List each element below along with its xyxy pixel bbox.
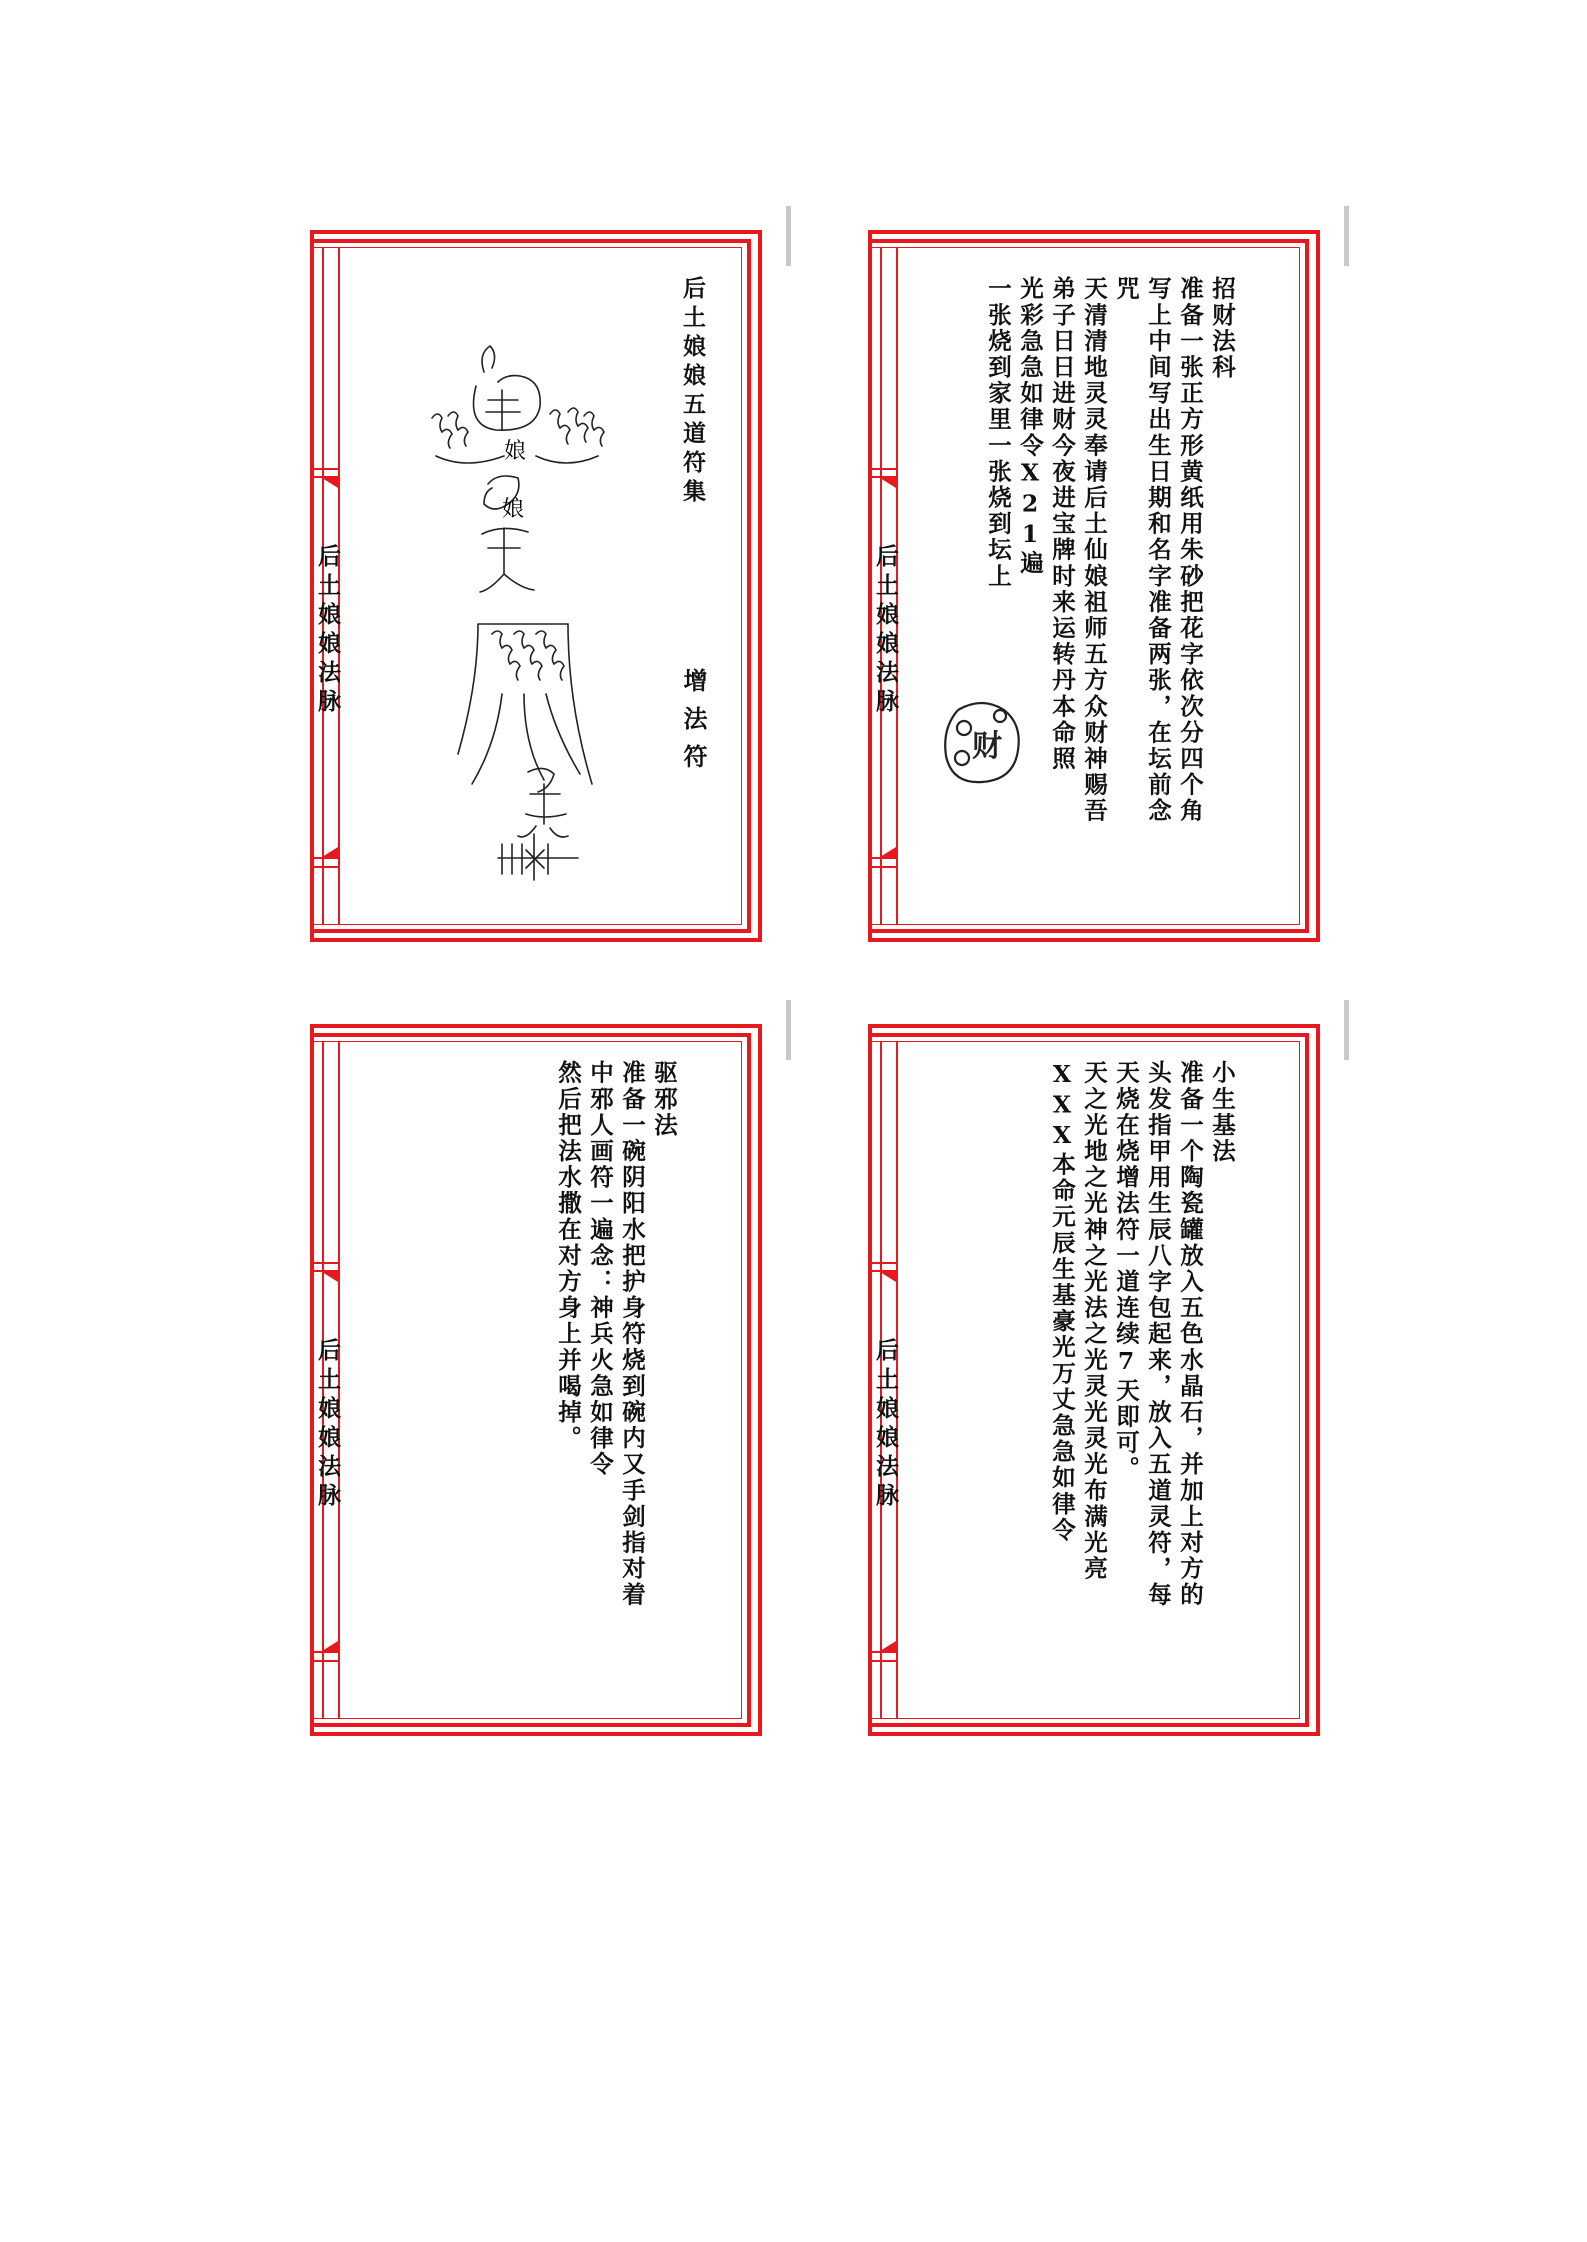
spine-title: 后土娘娘法脉 xyxy=(314,1338,341,1512)
text-block xyxy=(1046,1060,1238,1680)
spine-title: 后土娘娘法脉 xyxy=(314,544,341,718)
text-line: 写上中间写出生日期和名字准备两张，在坛前念 xyxy=(1144,276,1172,825)
text-line: 中邪人画符一遍念：神兵火急如律令 xyxy=(586,1060,614,1478)
text-line: 一张烧到家里一张烧到坛上 xyxy=(984,276,1012,590)
seal-char: 财 xyxy=(972,729,1002,764)
text-block xyxy=(982,276,1238,896)
fish-tail-top xyxy=(322,1272,338,1282)
text-block xyxy=(552,1060,680,1680)
panel-top-left xyxy=(310,230,762,942)
talisman-char-1: 娘 xyxy=(504,439,527,464)
text-line: 天清清地灵灵奉请后土仙娘祖师五方众财神赐吾 xyxy=(1080,276,1108,825)
page-tab xyxy=(786,206,791,266)
fish-tail-bottom xyxy=(322,1641,338,1651)
text-line: 准备一个陶瓷罐放入五色水晶石，并加上对方的 xyxy=(1176,1060,1204,1609)
talisman-char-2: 娘 xyxy=(502,497,525,522)
panel-bottom-right xyxy=(868,1024,1320,1736)
fish-tail-bottom xyxy=(880,1641,896,1651)
panel-top-right xyxy=(868,230,1320,942)
page-title: 后土娘娘五道符集 xyxy=(679,276,706,508)
talisman-drawing xyxy=(418,338,618,898)
page-tab xyxy=(786,1000,791,1060)
panel-bottom-left xyxy=(310,1024,762,1736)
fortune-seal xyxy=(940,696,1026,788)
fish-tail-bottom xyxy=(880,847,896,857)
fish-tail-top xyxy=(322,478,338,488)
fish-tail-bottom xyxy=(322,847,338,857)
section-heading: 驱邪法 xyxy=(650,1060,678,1139)
section-heading: 招财法科 xyxy=(1208,276,1236,381)
text-line: 天烧在烧增法符一道连续7天即可。 xyxy=(1112,1060,1140,1483)
page-subtitle: 增法符 xyxy=(679,668,708,782)
text-line: 天之光地之光神之光法之光灵光灵光布满光亮 xyxy=(1080,1060,1108,1582)
text-line: 头发指甲用生辰八字包起来，放入五道灵符，每 xyxy=(1144,1060,1172,1609)
text-line: 咒 xyxy=(1112,276,1140,303)
text-line: 准备一碗阴阳水把护身符烧到碗内又手剑指对着 xyxy=(618,1060,646,1609)
spine-title: 后土娘娘法脉 xyxy=(872,1338,899,1512)
text-line: 然后把法水撒在对方身上并喝掉。 xyxy=(554,1060,582,1452)
spine-title: 后土娘娘法脉 xyxy=(872,544,899,718)
fish-tail-top xyxy=(880,1272,896,1282)
text-line: XXX本命元辰生基豪光万丈急急如律令 xyxy=(1048,1060,1076,1544)
section-heading: 小生基法 xyxy=(1208,1060,1236,1165)
text-line: 准备一张正方形黄纸用朱砂把花字依次分四个角 xyxy=(1176,276,1204,825)
page-tab xyxy=(1344,206,1349,266)
text-line: 光彩急急如律令X21遍 xyxy=(1016,276,1044,577)
fish-tail-top xyxy=(880,478,896,488)
text-line: 弟子日日进财今夜进宝牌时来运转丹本命照 xyxy=(1048,276,1076,772)
page-tab xyxy=(1344,1000,1349,1060)
